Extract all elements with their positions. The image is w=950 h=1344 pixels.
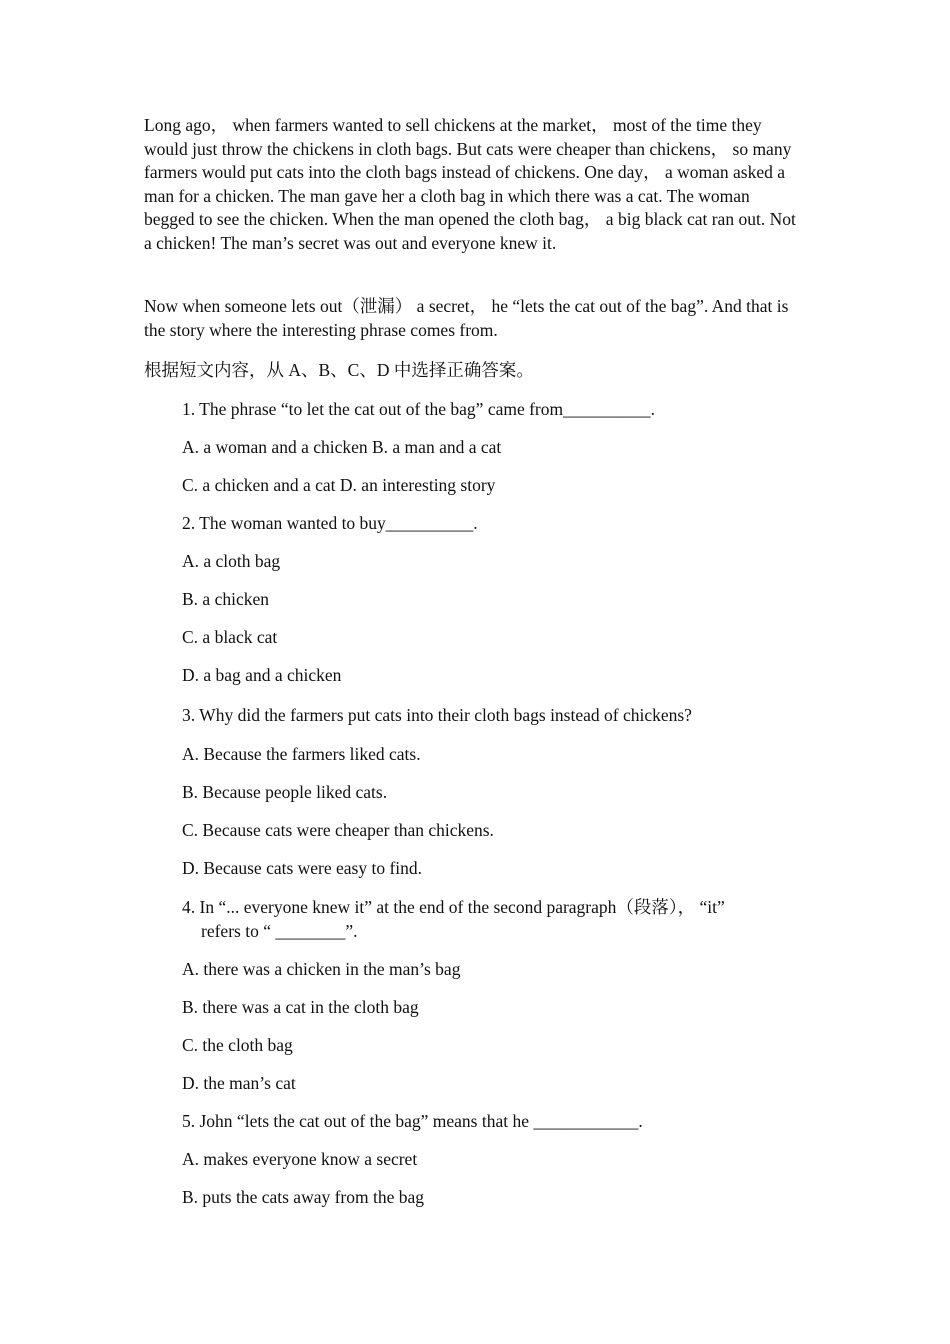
question-4-stem [182,896,802,943]
question-3-option-d: D. Because cats were easy to find. [182,858,423,878]
question-4-option-c: C. the cloth bag [182,1035,293,1055]
question-4-stem-line-1: 4. In “... everyone knew it” at the end of the second paragraph（段落）， “it” [182,897,725,917]
question-3-stem: 3. Why did the farmers put cats into their cloth bags instead of chickens? [182,705,692,725]
question-5-option-b: B. puts the cats away from the bag [182,1187,425,1207]
question-4-stem-line-2: refers to “ ________”. [201,920,358,941]
question-4-option-d: D. the man’s cat [182,1073,296,1093]
instruction-text: 根据短文内容，从 A、B、C、D 中选择正确答案。 [144,360,534,380]
question-3-option-a: A. Because the farmers liked cats. [182,744,421,764]
question-3-option-b: B. Because people liked cats. [182,782,388,802]
question-2-option-d: D. a bag and a chicken [182,665,342,685]
question-2-option-c: C. a black cat [182,627,278,647]
question-1-options-ab: A. a woman and a chicken B. a man and a cat [182,437,502,457]
question-2-option-a: A. a cloth bag [182,551,281,571]
question-1-options-cd: C. a chicken and a cat D. an interesting story [182,475,496,495]
passage-paragraph-1: Long ago， when farmers wanted to sell chickens at the market， most of the time they would just throw the chickens in cloth bags. But cats were cheaper than chickens， so many farmers would put cats into the cloth bags instead of chickens. One day， a woman asked a man for a chicken. The man gave her a cloth bag in which there was a cat. The woman begged to see the chicken. When the man opened the cloth bag， a big black cat ran out. Not a chicken! The man’s secret was out and everyone knew it. [144,115,796,253]
question-2-stem: 2. The woman wanted to buy__________. [182,513,478,533]
question-4-option-b: B. there was a cat in the cloth bag [182,997,419,1017]
question-4-option-a: A. there was a chicken in the man’s bag [182,959,461,979]
passage-paragraph-2: Now when someone lets out（泄漏） a secret， he “lets the cat out of the bag”. And that is the story where the interesting phrase comes from. [144,296,789,340]
question-3-option-c: C. Because cats were cheaper than chickens. [182,820,494,840]
question-5-option-a: A. makes everyone know a secret [182,1149,418,1169]
question-5-stem: 5. John “lets the cat out of the bag” means that he ____________. [182,1111,643,1131]
question-1-stem: 1. The phrase “to let the cat out of the bag” came from__________. [182,399,655,419]
question-2-option-b: B. a chicken [182,589,269,609]
